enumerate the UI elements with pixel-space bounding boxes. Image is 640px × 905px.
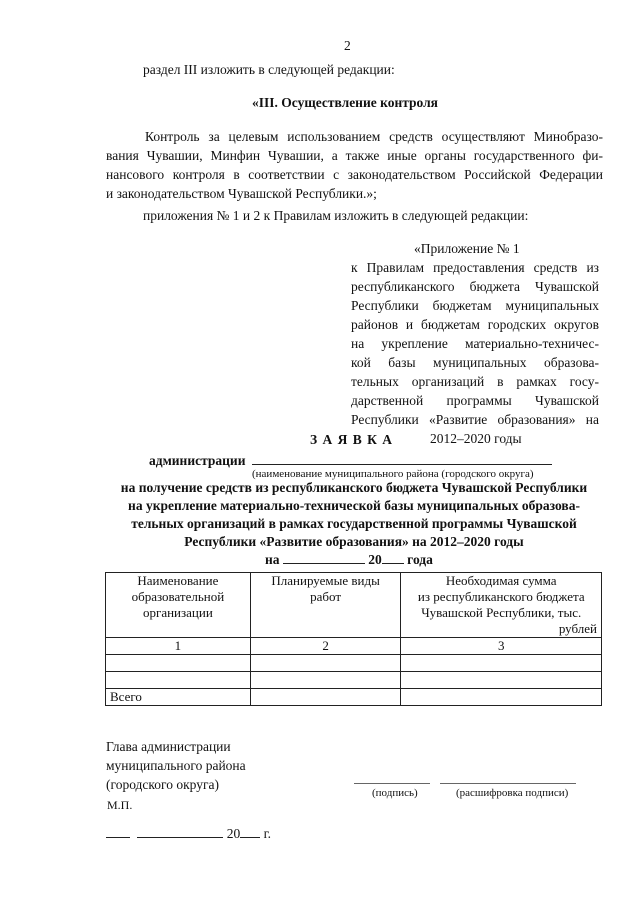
total-label: Всего bbox=[106, 689, 251, 706]
table-cell[interactable] bbox=[106, 672, 251, 689]
signature-block bbox=[106, 737, 246, 794]
header-works-line-2: работ bbox=[310, 589, 342, 604]
purpose-block bbox=[104, 479, 604, 551]
appendix-line: приложения № 1 и 2 к Правилам изложить в следующей редакции: bbox=[143, 208, 529, 223]
signature-decode-field[interactable] bbox=[440, 783, 576, 784]
header-amount-line-2: из республиканского бюджета bbox=[417, 589, 585, 604]
column-number-3: 3 bbox=[401, 638, 602, 655]
table-cell[interactable] bbox=[401, 689, 602, 706]
signature-date-year-field[interactable] bbox=[240, 823, 260, 838]
signature-line-3: (городского округа) bbox=[106, 777, 220, 792]
table-row bbox=[106, 655, 602, 672]
appendix-block bbox=[351, 258, 599, 429]
control-paragraph-line-3: нансового контроля в соответствии с законодательством Российской Федерации bbox=[106, 167, 603, 182]
table-cell[interactable] bbox=[401, 655, 602, 672]
intro-line: раздел III изложить в следующей редакции: bbox=[143, 62, 395, 77]
appendix-line-6: кой базы муниципальных образова- bbox=[351, 355, 599, 370]
appendix-line-8: дарственной программы Чувашской bbox=[351, 393, 599, 408]
control-paragraph-line-1: Контроль за целевым использованием средств осуществляют Минобразо- bbox=[145, 129, 603, 144]
header-organization-line-2: образовательной bbox=[131, 589, 225, 604]
date-year-field[interactable] bbox=[382, 549, 404, 564]
header-organization-line-1: Наименование bbox=[137, 573, 219, 588]
signature-decode-caption: (расшифровка подписи) bbox=[456, 787, 569, 799]
date-line bbox=[265, 549, 433, 569]
table-header-row bbox=[106, 573, 602, 638]
appendix-line-3: Республики бюджетам муниципальных bbox=[351, 298, 599, 313]
date-century: 20 bbox=[368, 552, 382, 567]
date-suffix: года bbox=[407, 552, 433, 567]
signature-line-2: муниципального района bbox=[106, 758, 246, 773]
purpose-line-2: на укрепление материально-технической базы муниципальных образова- bbox=[128, 498, 580, 513]
stamp-label: М.П. bbox=[107, 798, 133, 812]
appendix-line-5: на укрепление материально-техничес- bbox=[351, 336, 599, 351]
control-paragraph-line-4: и законодательством Чувашской Республики.»; bbox=[106, 186, 377, 201]
table-cell[interactable] bbox=[250, 672, 401, 689]
table-total-row bbox=[106, 689, 602, 706]
date-day-field[interactable] bbox=[283, 549, 365, 564]
table-row bbox=[106, 672, 602, 689]
signature-date-month-field[interactable] bbox=[137, 823, 223, 838]
date-prefix: на bbox=[265, 552, 280, 567]
appendix-years: 2012–2020 годы bbox=[430, 431, 522, 446]
signature-caption: (подпись) bbox=[372, 787, 418, 799]
appendix-line-2: республиканского бюджета Чувашской bbox=[351, 279, 599, 294]
header-amount-line-1: Необходимая сумма bbox=[445, 573, 557, 588]
header-amount bbox=[401, 573, 602, 638]
table-cell[interactable] bbox=[401, 672, 602, 689]
admin-label: администрации bbox=[149, 453, 246, 468]
column-number-2: 2 bbox=[250, 638, 401, 655]
header-organization bbox=[106, 573, 251, 638]
application-title: З А Я В К А bbox=[310, 432, 394, 447]
column-number-1: 1 bbox=[106, 638, 251, 655]
table-cell[interactable] bbox=[250, 689, 401, 706]
table-number-row bbox=[106, 638, 602, 655]
appendix-line-4: районов и бюджетам городских округов bbox=[351, 317, 599, 332]
header-amount-line-4: рублей bbox=[558, 621, 597, 636]
header-works-line-1: Планируемые виды bbox=[271, 573, 380, 588]
signature-date-day-field[interactable] bbox=[106, 823, 130, 838]
purpose-line-3: тельных организаций в рамках государственной программы Чувашской bbox=[131, 516, 577, 531]
header-organization-line-3: организации bbox=[142, 605, 213, 620]
appendix-line-1: к Правилам предоставления средств из bbox=[351, 260, 599, 275]
admin-caption: (наименование муниципального района (городского округа) bbox=[252, 468, 534, 480]
purpose-line-1: на получение средств из республиканского бюджета Чувашской Республики bbox=[120, 480, 588, 495]
signature-line-1: Глава администрации bbox=[106, 739, 231, 754]
table-cell[interactable] bbox=[106, 655, 251, 672]
appendix-line-7: тельных организаций в рамках госу- bbox=[351, 374, 599, 389]
signature-date-line bbox=[106, 823, 271, 843]
table-cell[interactable] bbox=[250, 655, 401, 672]
admin-name-field[interactable] bbox=[252, 464, 552, 465]
signature-date-century: 20 bbox=[226, 826, 241, 841]
header-works bbox=[250, 573, 401, 638]
control-paragraph-line-2: вания Чувашии, Минфин Чувашии, а также иные органы государственного фи- bbox=[106, 148, 603, 163]
signature-field[interactable] bbox=[354, 783, 430, 784]
page-number: 2 bbox=[344, 38, 351, 53]
purpose-line-4: Республики «Развитие образования» на 2012–2020 годы bbox=[184, 534, 524, 549]
signature-date-suffix: г. bbox=[263, 826, 272, 841]
application-table bbox=[105, 572, 602, 706]
section-heading: «III. Осуществление контроля bbox=[252, 95, 438, 110]
header-amount-line-3: Чувашской Республики, тыс. bbox=[421, 605, 582, 620]
appendix-line-9: Республики «Развитие образования» на bbox=[351, 412, 599, 427]
appendix-title: «Приложение № 1 bbox=[414, 241, 520, 256]
